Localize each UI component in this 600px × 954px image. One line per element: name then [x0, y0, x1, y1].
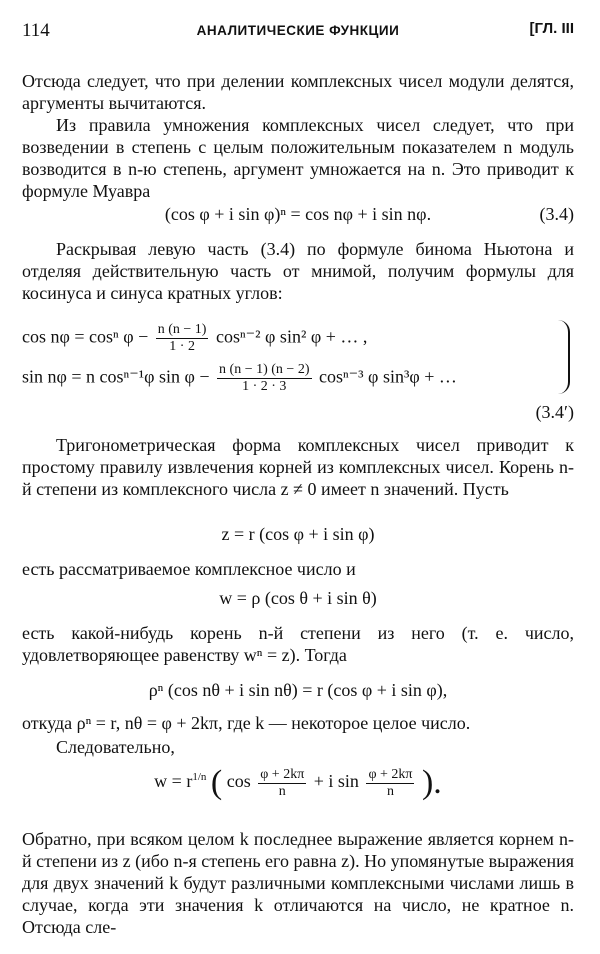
cos-formula-rest: cosⁿ⁻² φ sin² φ + … , [215, 326, 368, 347]
root-exponent: 1/n [192, 771, 207, 784]
paragraph-6: есть какой-нибудь корень n-й степени из него (т. е. число, удовлетворяющее равенству wⁿ = z). Тогда [22, 623, 574, 665]
paragraph-7: откуда ρⁿ = r, nθ = φ + 2kπ, где k — некоторое целое число. [22, 713, 471, 733]
page-header [22, 20, 574, 50]
chapter-label: [ГЛ. III [529, 20, 574, 37]
equation-number-3-4: (3.4) [539, 204, 574, 224]
root-fraction-2 [366, 767, 414, 800]
cos-fraction-denominator: 1 · 2 [169, 339, 195, 354]
root-fraction-1 [258, 767, 306, 800]
root-cos: cos [226, 771, 251, 792]
sin-multiple-angle-formula [22, 362, 457, 395]
sin-formula-rest: cosⁿ⁻³ φ sin³φ + … [319, 366, 457, 387]
power-equation: ρⁿ (cos nθ + i sin nθ) = r (cos φ + i sin φ), [148, 680, 448, 700]
sin-fraction-denominator: 1 · 2 · 3 [242, 379, 287, 394]
w-trig-form: w = ρ (cos θ + i sin θ) [219, 588, 377, 608]
right-brace [558, 320, 570, 394]
paragraph-1: Отсюда следует, что при делении комплексных чисел модули делятся, аргументы вычитаются. [22, 71, 574, 113]
right-paren: ). [421, 764, 442, 801]
cos-multiple-angle-formula [22, 322, 367, 355]
sin-fraction [217, 362, 311, 395]
root-fraction-2-denominator: n [386, 783, 394, 799]
root-fraction-1-numerator: φ + 2kπ [260, 766, 305, 782]
root-fraction-2-numerator: φ + 2kπ [368, 766, 413, 782]
paragraph-8: Следовательно, [56, 737, 175, 757]
paragraph-5: есть рассматриваемое комплексное число и [22, 559, 356, 579]
cos-fraction [156, 322, 209, 355]
equation-number-3-4-prime: (3.4′) [535, 402, 574, 422]
left-paren: ( [210, 764, 223, 801]
sin-formula-lhs: sin nφ = n cosⁿ⁻¹φ sin φ − [22, 366, 210, 387]
cos-fraction-numerator: n (n − 1) [157, 322, 207, 337]
z-trig-form: z = r (cos φ + i sin φ) [221, 524, 375, 544]
root-fraction-1-denominator: n [278, 783, 286, 799]
page-number: 114 [22, 20, 50, 41]
cos-formula-lhs: cos nφ = cosⁿ φ − [22, 326, 149, 347]
sin-fraction-numerator: n (n − 1) (n − 2) [219, 362, 310, 377]
running-title: АНАЛИТИЧЕСКИЕ ФУНКЦИИ [196, 23, 400, 38]
paragraph-4: Тригонометрическая форма комплексных чисел приводит к простому правилу извлечения корней из комплексных чисел. Корень n-й степени из комплексного числа z ≠ 0 имеет n значений. Пусть [22, 435, 574, 499]
moivre-formula: (cos φ + i sin φ)ⁿ = cos nφ + i sin nφ. [164, 204, 432, 224]
root-plus-i-sin: + i sin [313, 771, 359, 792]
paragraph-3: Раскрывая левую часть (3.4) по формуле бинома Ньютона и отделяя действительную часть от мнимой, получим формулы для косинуса и синуса кратных углов: [22, 239, 574, 303]
paragraph-2: Из правила умножения комплексных чисел следует, что при возведении в степень с целым положительным показателем n модуль возводится в n-ю степень, аргумент умножается на n. Это приводит к формуле Муавра [22, 115, 574, 201]
root-formula [22, 766, 574, 800]
root-formula-lhs: w = r [154, 771, 193, 792]
paragraph-9: Обратно, при всяком целом k последнее выражение является корнем n-й степени из z (ибо n-я степень его равна z). Но упомянутые выражения для двух значений k будут различными комплексными числами лишь в случае, когда эти значения k отличаются на число, не кратное n. Отсюда сле- [22, 829, 574, 937]
